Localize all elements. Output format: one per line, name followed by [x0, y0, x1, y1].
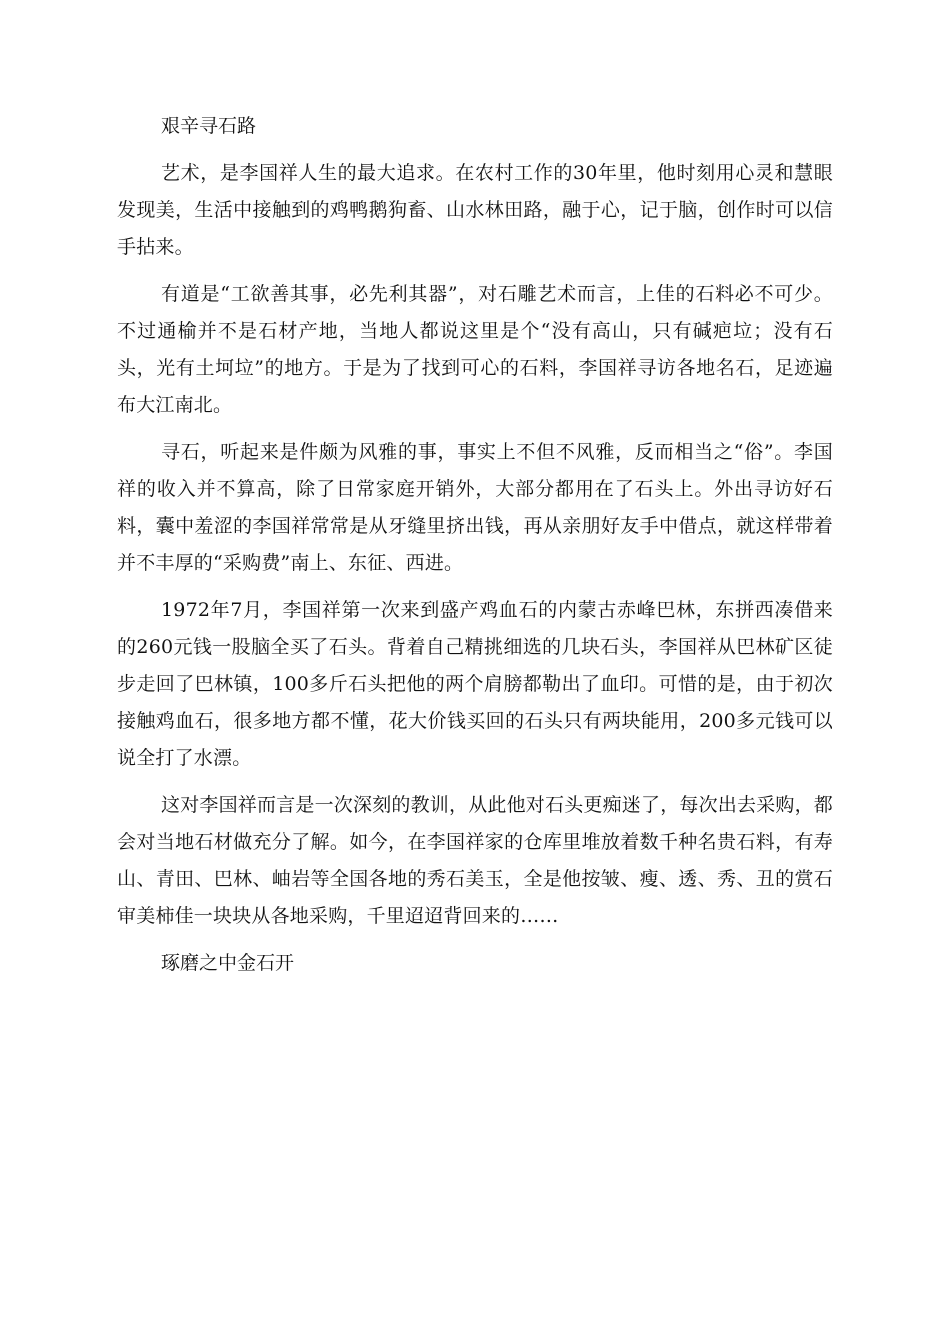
paragraph-stone-hunting: 寻石，听起来是件颇为风雅的事，事实上不但不风雅，反而相当之“俗”。李国祥的收入并不算高，除了日常家庭开销外，大部分都用在了石头上。外出寻访好石料，囊中羞涩的李国祥常常是从牙缝里挤出钱，再从亲朋好友手中借点，就这样带着并不丰厚的“采购费”南上、东征、西进。 — [117, 441, 833, 574]
document-page — [117, 108, 833, 982]
paragraph-lesson-learned: 这对李国祥而言是一次深刻的教训，从此他对石头更痴迷了，每次出去采购，都会对当地石材做充分了解。如今，在李国祥家的仓库里堆放着数千种名贵石料，有寿山、青田、巴林、岫岩等全国各地的秀石美玉，全是他按皱、瘦、透、秀、丑的赏石审美柿佳一块块从各地采购，千里迢迢背回来的…… — [117, 794, 834, 927]
paragraph-stone-material: 有道是“工欲善其事，必先利其器”，对石雕艺术而言，上佳的石料必不可少。不过通榆并不是石材产地，当地人都说这里是个“没有高山，只有碱疤垃；没有石头，光有土坷垃”的地方。于是为了找到可心的石料，李国祥寻访各地名石，足迹遍布大江南北。 — [117, 283, 833, 416]
section-heading-hard-search: 艰辛寻石路 — [161, 115, 257, 137]
section-heading-carving: 琢磨之中金石开 — [161, 952, 295, 974]
paragraph-1972-trip: 1972年7月，李国祥第一次来到盛产鸡血石的内蒙古赤峰巴林，东拼西凑借来的260元钱一股脑全买了石头。背着自己精挑细选的几块石头，李国祥从巴林矿区徒步走回了巴林镇，100多斤石头把他的两个肩膀都勒出了血印。可惜的是，由于初次接触鸡血石，很多地方都不懂，花大价钱买回的石头只有两块能用，200多元钱可以说全打了水漂。 — [117, 599, 833, 769]
paragraph-art-pursuit: 艺术，是李国祥人生的最大追求。在农村工作的30年里，他时刻用心灵和慧眼发现美，生活中接触到的鸡鸭鹅狗畜、山水林田路，融于心，记于脑，创作时可以信手拈来。 — [117, 162, 833, 258]
